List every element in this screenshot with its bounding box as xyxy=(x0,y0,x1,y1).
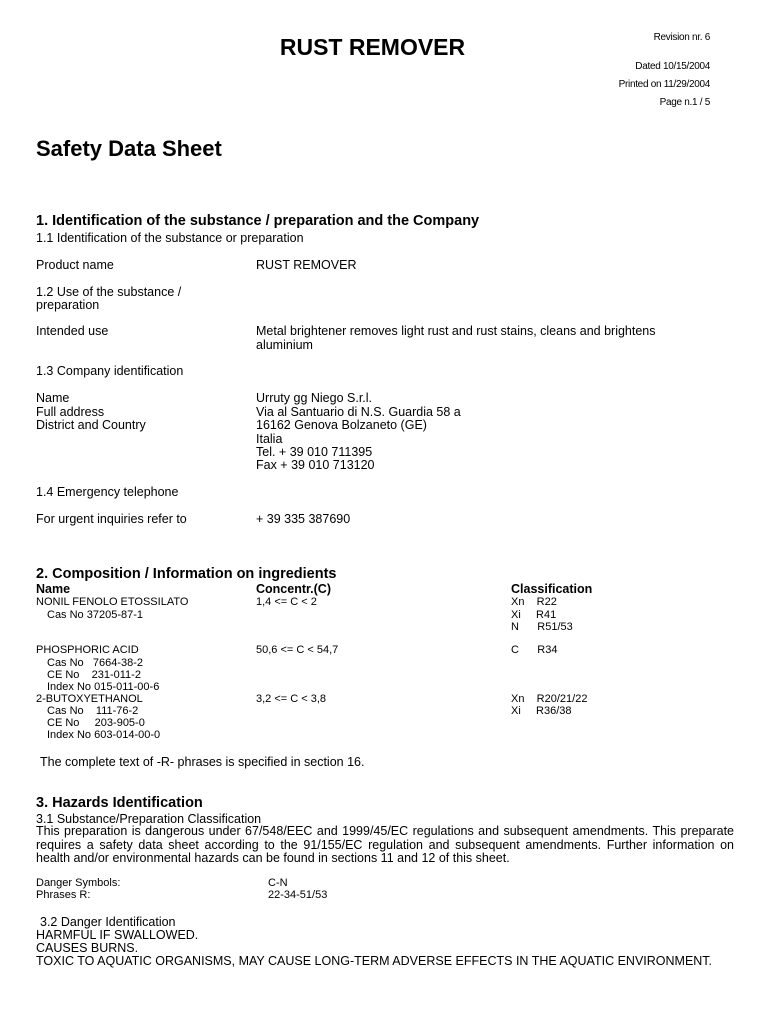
hazard-line-2: CAUSES BURNS. xyxy=(36,941,139,955)
ingredient-3-ce: CE No 203-905-0 xyxy=(47,717,145,729)
ingredient-2-class-1: C R34 xyxy=(511,644,558,656)
company-name-label: Name xyxy=(36,391,70,405)
section-1-1-subheading: 1.1 Identification of the substance or preparation xyxy=(36,231,304,245)
ingredient-3-class-1: Xn R20/21/22 xyxy=(511,693,588,705)
fax-value: Fax + 39 010 713120 xyxy=(256,458,375,472)
ingredient-3-concentration: 3,2 <= C < 3,8 xyxy=(256,693,327,705)
ingredient-2-ce: CE No 231-011-2 xyxy=(47,669,141,681)
ingredient-2-name: PHOSPHORIC ACID xyxy=(36,644,139,656)
district-country-label: District and Country xyxy=(36,418,146,432)
page-number: Page n.1 / 5 xyxy=(659,97,710,108)
emergency-phone-value: + 39 335 387690 xyxy=(256,512,351,526)
intended-use-value-cont: aluminium xyxy=(256,338,313,352)
ingredient-1-concentration: 1,4 <= C < 2 xyxy=(256,596,317,608)
hazard-line-3: TOXIC TO AQUATIC ORGANISMS, MAY CAUSE LONG-TERM ADVERSE EFFECTS IN THE AQUATIC ENVIRONMENT. xyxy=(36,954,713,968)
section-1-heading: 1. Identification of the substance / preparation and the Company xyxy=(36,213,480,229)
district-value: 16162 Genova Bolzaneto (GE) xyxy=(256,418,427,432)
hazard-line-1: HARMFUL IF SWALLOWED. xyxy=(36,928,199,942)
ingredient-3-cas: Cas No 111-76-2 xyxy=(47,705,139,717)
printed-date: Printed on 11/29/2004 xyxy=(618,79,710,90)
ingredient-3-index: Index No 603-014-00-0 xyxy=(47,729,161,741)
danger-symbols-label: Danger Symbols: xyxy=(36,877,121,889)
product-name-label: Product name xyxy=(36,258,114,272)
product-name-value: RUST REMOVER xyxy=(256,258,357,272)
r-phrases-note: The complete text of -R- phrases is specified in section 16. xyxy=(40,755,365,769)
ingredient-3-class-2: Xi R36/38 xyxy=(511,705,572,717)
dated-date: Dated 10/15/2004 xyxy=(635,61,710,72)
section-1-3-subheading: 1.3 Company identification xyxy=(36,364,184,378)
intended-use-label: Intended use xyxy=(36,324,109,338)
full-address-label: Full address xyxy=(36,405,105,419)
urgent-inquiries-label: For urgent inquiries refer to xyxy=(36,512,187,526)
section-3-heading: 3. Hazards Identification xyxy=(36,795,203,811)
ingredient-1-class-1: Xn R22 xyxy=(511,596,557,608)
ingredient-1-class-2: Xi R41 xyxy=(511,609,557,621)
phrases-r-value: 22-34-51/53 xyxy=(268,889,328,901)
ingredient-2-cas: Cas No 7664-38-2 xyxy=(47,657,143,669)
country-value: Italia xyxy=(256,432,283,446)
section-3-2-subheading: 3.2 Danger Identification xyxy=(40,915,176,929)
company-name-value: Urruty gg Niego S.r.l. xyxy=(256,391,373,405)
section-3-1-subheading: 3.1 Substance/Preparation Classification xyxy=(36,812,262,826)
section-1-2-subheading-cont: preparation xyxy=(36,298,100,312)
ingredient-1-class-3: N R51/53 xyxy=(511,621,573,633)
intended-use-value: Metal brightener removes light rust and rust stains, cleans and brightens xyxy=(256,324,656,338)
ingredient-3-name: 2-BUTOXYETHANOL xyxy=(36,693,143,705)
column-header-classification: Classification xyxy=(511,582,593,596)
document-header-title: RUST REMOVER xyxy=(279,34,466,60)
page-title: Safety Data Sheet xyxy=(36,136,222,161)
telephone-value: Tel. + 39 010 711395 xyxy=(256,445,373,459)
section-2-heading: 2. Composition / Information on ingredients xyxy=(36,566,337,582)
phrases-r-label: Phrases R: xyxy=(36,889,91,901)
section-1-2-subheading: 1.2 Use of the substance / xyxy=(36,285,182,299)
ingredient-2-concentration: 50,6 <= C < 54,7 xyxy=(256,644,339,656)
ingredient-1-cas: Cas No 37205-87-1 xyxy=(47,609,144,621)
revision-number: Revision nr. 6 xyxy=(653,32,710,43)
section-1-4-subheading: 1.4 Emergency telephone xyxy=(36,485,179,499)
column-header-concentration: Concentr.(C) xyxy=(256,582,331,596)
ingredient-2-index: Index No 015-011-00-6 xyxy=(47,681,160,693)
danger-symbols-value: C-N xyxy=(268,877,288,889)
ingredient-1-name: NONIL FENOLO ETOSSILATO xyxy=(36,596,189,608)
full-address-value: Via al Santuario di N.S. Guardia 58 a xyxy=(256,405,461,419)
column-header-name: Name xyxy=(36,582,71,596)
classification-paragraph: This preparation is dangerous under 67/548/EEC and 1999/45/EC regulations and subsequent amendments. This preparate requires a safety data sheet according to the 91/155/EC regulation and subsequent amendments. Further information on health and/or environmental hazards can be found in sections 11 and 12 of this sheet. xyxy=(36,824,734,866)
